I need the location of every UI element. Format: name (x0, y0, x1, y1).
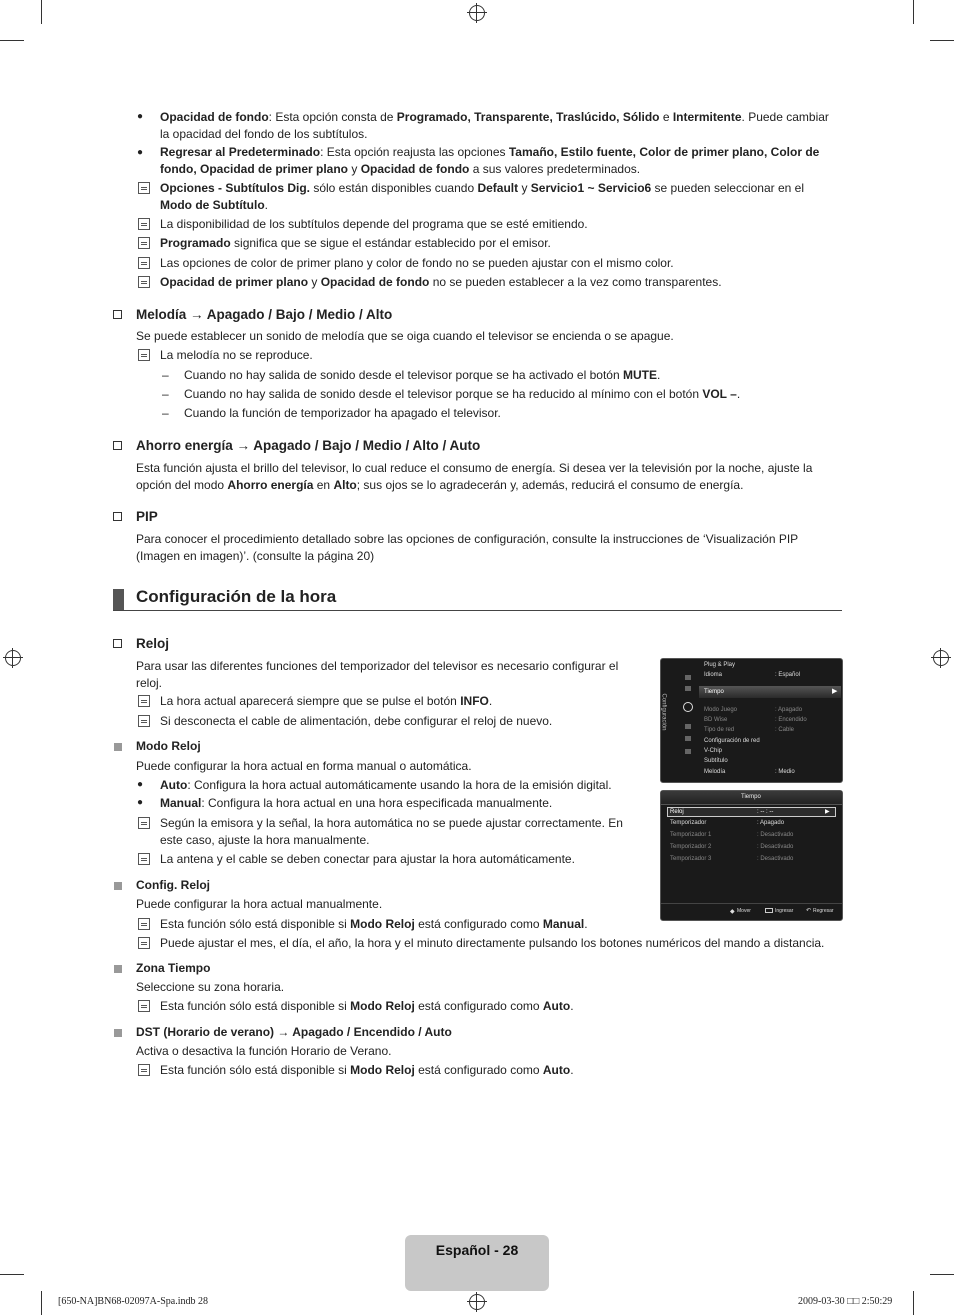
gear-icon (683, 702, 693, 712)
dst-heading: DST (Horario de verano) → Apagado / Encendido / Auto (136, 1025, 452, 1039)
section-title: Configuración de la hora (136, 587, 337, 606)
note-icon (138, 257, 150, 269)
imprint-right: 2009-03-30 □□ 2:50:29 (798, 1296, 893, 1307)
modo-reloj-heading: Modo Reloj (136, 739, 201, 753)
osd-row-melodia: Melodía (704, 769, 726, 775)
osd-row-tipo-red-value: : Cable (775, 727, 795, 733)
pip-heading: PIP (136, 509, 158, 524)
modo-note-antena: La antena y el cable se deben conectar para ajustar la hora automáticamente. (160, 852, 575, 866)
reloj-heading: Reloj (136, 636, 170, 651)
osd-row-temporizador: Temporizador (670, 820, 707, 826)
checkbox-icon (113, 639, 122, 648)
osd-row-melodia-value: : Medio (775, 769, 795, 775)
osd-row-temporizador1-value: : Desactivado (757, 832, 794, 838)
modo-note-emisora: Según la emisora y la señal, la hora automática no se puede ajustar correctamente. En este caso, ajuste la hora manualmente. (160, 816, 623, 847)
info-note-icon (138, 695, 150, 707)
dash: – (162, 387, 169, 401)
checkbox-icon (113, 512, 122, 521)
note-icon (138, 918, 150, 930)
crop-mark (913, 1291, 914, 1315)
registration-mark-icon (933, 650, 949, 666)
dst-desc: Activa o desactiva la función Horario de Verano. (136, 1044, 392, 1058)
osd-row-reloj-value: : -- : -- (757, 809, 774, 815)
melodia-case-timer: Cuando la función de temporizador ha apagado el televisor. (184, 406, 501, 420)
enter-icon (765, 908, 773, 913)
osd-row-temporizador2: Temporizador 2 (670, 844, 712, 850)
osd-row-subtitulo: Subtítulo (704, 758, 728, 764)
osd-row-idioma-value: : Español (775, 672, 801, 678)
crop-mark (930, 40, 954, 41)
note-colores: Las opciones de color de primer plano y color de fondo no se pueden ajustar con el mismo color. (160, 256, 674, 270)
osd-row-bd-wise: BD Wise (704, 717, 728, 723)
square-bullet-icon (114, 743, 122, 751)
note-icon (138, 237, 150, 249)
modo-manual-item: Manual: Configura la hora actual en una hora especificada manualmente. (160, 796, 553, 810)
reloj-desc: Para usar las diferentes funciones del temporizador del televisor es necesario configurar el reloj. (136, 659, 619, 690)
note-icon (138, 715, 150, 727)
note-programado: Programado significa que se sigue el estándar establecido por el emisor. (160, 236, 551, 250)
note-icon (138, 1064, 150, 1076)
osd-row-temporizador2-value: : Desactivado (757, 844, 794, 850)
osd-row-reloj: Reloj (670, 809, 684, 815)
osd-row-idioma: Idioma (704, 672, 723, 678)
crop-mark (0, 1274, 24, 1275)
note-icon (138, 817, 150, 829)
osd-row-vchip: V-Chip (704, 748, 723, 754)
note-icon (138, 1000, 150, 1012)
config-note-manual: Esta función sólo está disponible si Modo Reloj está configurado como Manual. (160, 917, 588, 931)
osd-configuracion-menu (660, 658, 843, 783)
reloj-note-info: La hora actual aparecerá siempre que se pulse el botón INFO. (160, 694, 493, 708)
bullet-icon: ● (137, 111, 144, 122)
ahorro-heading: Ahorro energía → Apagado / Bajo / Medio / Alto / Auto (136, 438, 481, 453)
input-icon (685, 724, 691, 729)
osd-row-plug-play: Plug & Play (704, 662, 736, 668)
melodia-case-mute: Cuando no hay salida de sonido desde el televisor porque se ha activado el botón MUTE. (184, 368, 661, 382)
note-icon (138, 218, 150, 230)
zona-heading: Zona Tiempo (136, 961, 211, 975)
crop-mark (41, 1291, 42, 1315)
note-disponibilidad: La disponibilidad de los subtítulos depende del programa que se esté emitiendo. (160, 217, 588, 231)
osd-nav-regresar: Regresar (813, 908, 834, 914)
modo-reloj-desc: Puede configurar la hora actual en forma manual o automática. (136, 759, 472, 773)
page-number-tab (405, 1235, 549, 1291)
osd-menu-icons (683, 675, 693, 757)
checkbox-icon (113, 310, 122, 319)
return-icon: ↶ (806, 908, 812, 914)
note-icon (138, 276, 150, 288)
melodia-case-vol: Cuando no hay salida de sonido desde el televisor porque se ha reducido al mínimo con el botón VOL –. (184, 387, 741, 401)
bullet-icon: ● (137, 779, 144, 790)
melodia-heading: Melodía → Apagado / Bajo / Medio / Alto (136, 307, 393, 322)
crop-mark (0, 40, 24, 41)
pip-desc: Para conocer el procedimiento detallado sobre las opciones de configuración, consulte la instrucciones de ‘Visualización PIP (Imagen en imagen)’. (consulte la página 20) (136, 532, 799, 563)
section-bar-icon (113, 589, 124, 611)
osd-row-tiempo: Tiempo (704, 689, 724, 695)
osd-nav-mover: Mover (737, 908, 751, 914)
osd-row-modo-juego-value: : Apagado (775, 707, 803, 713)
move-icon: ◆ (730, 909, 735, 915)
osd-side-label: Configuración (660, 693, 667, 731)
note-icon (138, 853, 150, 865)
note-opacidad: Opacidad de primer plano y Opacidad de fondo no se pueden establecer a la vez como transparentes. (160, 275, 722, 289)
chevron-right-icon: ▶ (832, 688, 838, 695)
checkbox-icon (113, 441, 122, 450)
square-bullet-icon (114, 882, 122, 890)
help-icon (685, 736, 691, 741)
osd-nav-ingresar: Ingresar (775, 908, 794, 914)
registration-mark-icon (5, 650, 21, 666)
dst-note: Esta función sólo está disponible si Modo Reloj está configurado como Auto. (160, 1063, 574, 1077)
melodia-desc: Se puede establecer un sonido de melodía que se oiga cuando el televisor se encienda o se apague. (136, 329, 674, 343)
config-reloj-heading: Config. Reloj (136, 878, 210, 892)
registration-mark-icon (469, 5, 485, 21)
config-reloj-desc: Puede configurar la hora actual manualmente. (136, 897, 383, 911)
regresar-predeterminado-item: Regresar al Predeterminado: Esta opción reajusta las opciones Tamaño, Estilo fuente, Color de primer plano, Color de fondo, Opacidad de primer plano y Opacidad de fondo a sus valores predeterminados. (160, 145, 820, 176)
osd-row-temporizador3: Temporizador 3 (670, 856, 712, 862)
page-number: Español - 28 (435, 1242, 519, 1258)
osd-row-temporizador1: Temporizador 1 (670, 832, 712, 838)
osd-tiempo-menu (660, 790, 843, 921)
imprint-left: [650-NA]BN68-02097A-Spa.indb 28 (58, 1296, 208, 1307)
ahorro-desc: Esta función ajusta el brillo del televisor, lo cual reduce el consumo de energía. Si desea ver la televisión por la noche, ajuste la opción del modo Ahorro energía en Alto; sus ojos se lo agradecerán y, además, reducirá el consumo de energía. (136, 461, 813, 492)
crop-mark (930, 1274, 954, 1275)
section-rule (113, 610, 842, 611)
reloj-note-cable: Si desconecta el cable de alimentación, debe configurar el reloj de nuevo. (160, 714, 553, 728)
note-icon (138, 349, 150, 361)
melodia-note: La melodía no se reproduce. (160, 348, 313, 362)
osd-row-modo-juego: Modo Juego (704, 707, 738, 713)
crop-mark (913, 0, 914, 24)
osd-highlight-reloj (667, 807, 836, 817)
note-icon (138, 937, 150, 949)
app-icon (685, 749, 691, 754)
opacidad-fondo-item: Opacidad de fondo: Esta opción consta de Programado, Transparente, Traslúcido, Sólido e Intermitente. Puede cambiar la opacidad del fondo de los subtítulos. (160, 110, 829, 141)
dash: – (162, 406, 169, 420)
osd-row-temporizador3-value: : Desactivado (757, 856, 794, 862)
dash: – (162, 368, 169, 382)
osd-row-temporizador-value: : Apagado (757, 820, 785, 826)
osd-title: Tiempo (741, 794, 761, 800)
chevron-right-icon: ▶ (825, 809, 830, 815)
note-opciones-subtitulos: Opciones - Subtítulos Dig. sólo están disponibles cuando Default y Servicio1 ~ Servicio6 se pueden seleccionar en el Modo de Subtítulo. (160, 181, 804, 212)
square-bullet-icon (114, 965, 122, 973)
bullet-icon: ● (137, 797, 144, 808)
config-note-ajustar: Puede ajustar el mes, el día, el año, la hora y el minuto directamente pulsando los botones numéricos del mando a distancia. (160, 936, 825, 950)
zona-note: Esta función sólo está disponible si Modo Reloj está configurado como Auto. (160, 999, 574, 1013)
sound-icon (685, 686, 691, 691)
osd-row-config-red: Configuración de red (704, 738, 760, 744)
square-bullet-icon (114, 1029, 122, 1037)
note-icon (138, 182, 150, 194)
bullet-icon: ● (137, 147, 144, 158)
osd-row-bd-wise-value: : Encendido (775, 717, 807, 723)
picture-icon (685, 675, 691, 680)
modo-auto-item: Auto: Configura la hora actual automáticamente usando la hora de la emisión digital. (160, 778, 612, 792)
registration-mark-icon (469, 1294, 485, 1310)
zona-desc: Seleccione su zona horaria. (136, 980, 285, 994)
osd-row-tipo-red: Tipo de red (704, 727, 735, 733)
crop-mark (41, 0, 42, 24)
